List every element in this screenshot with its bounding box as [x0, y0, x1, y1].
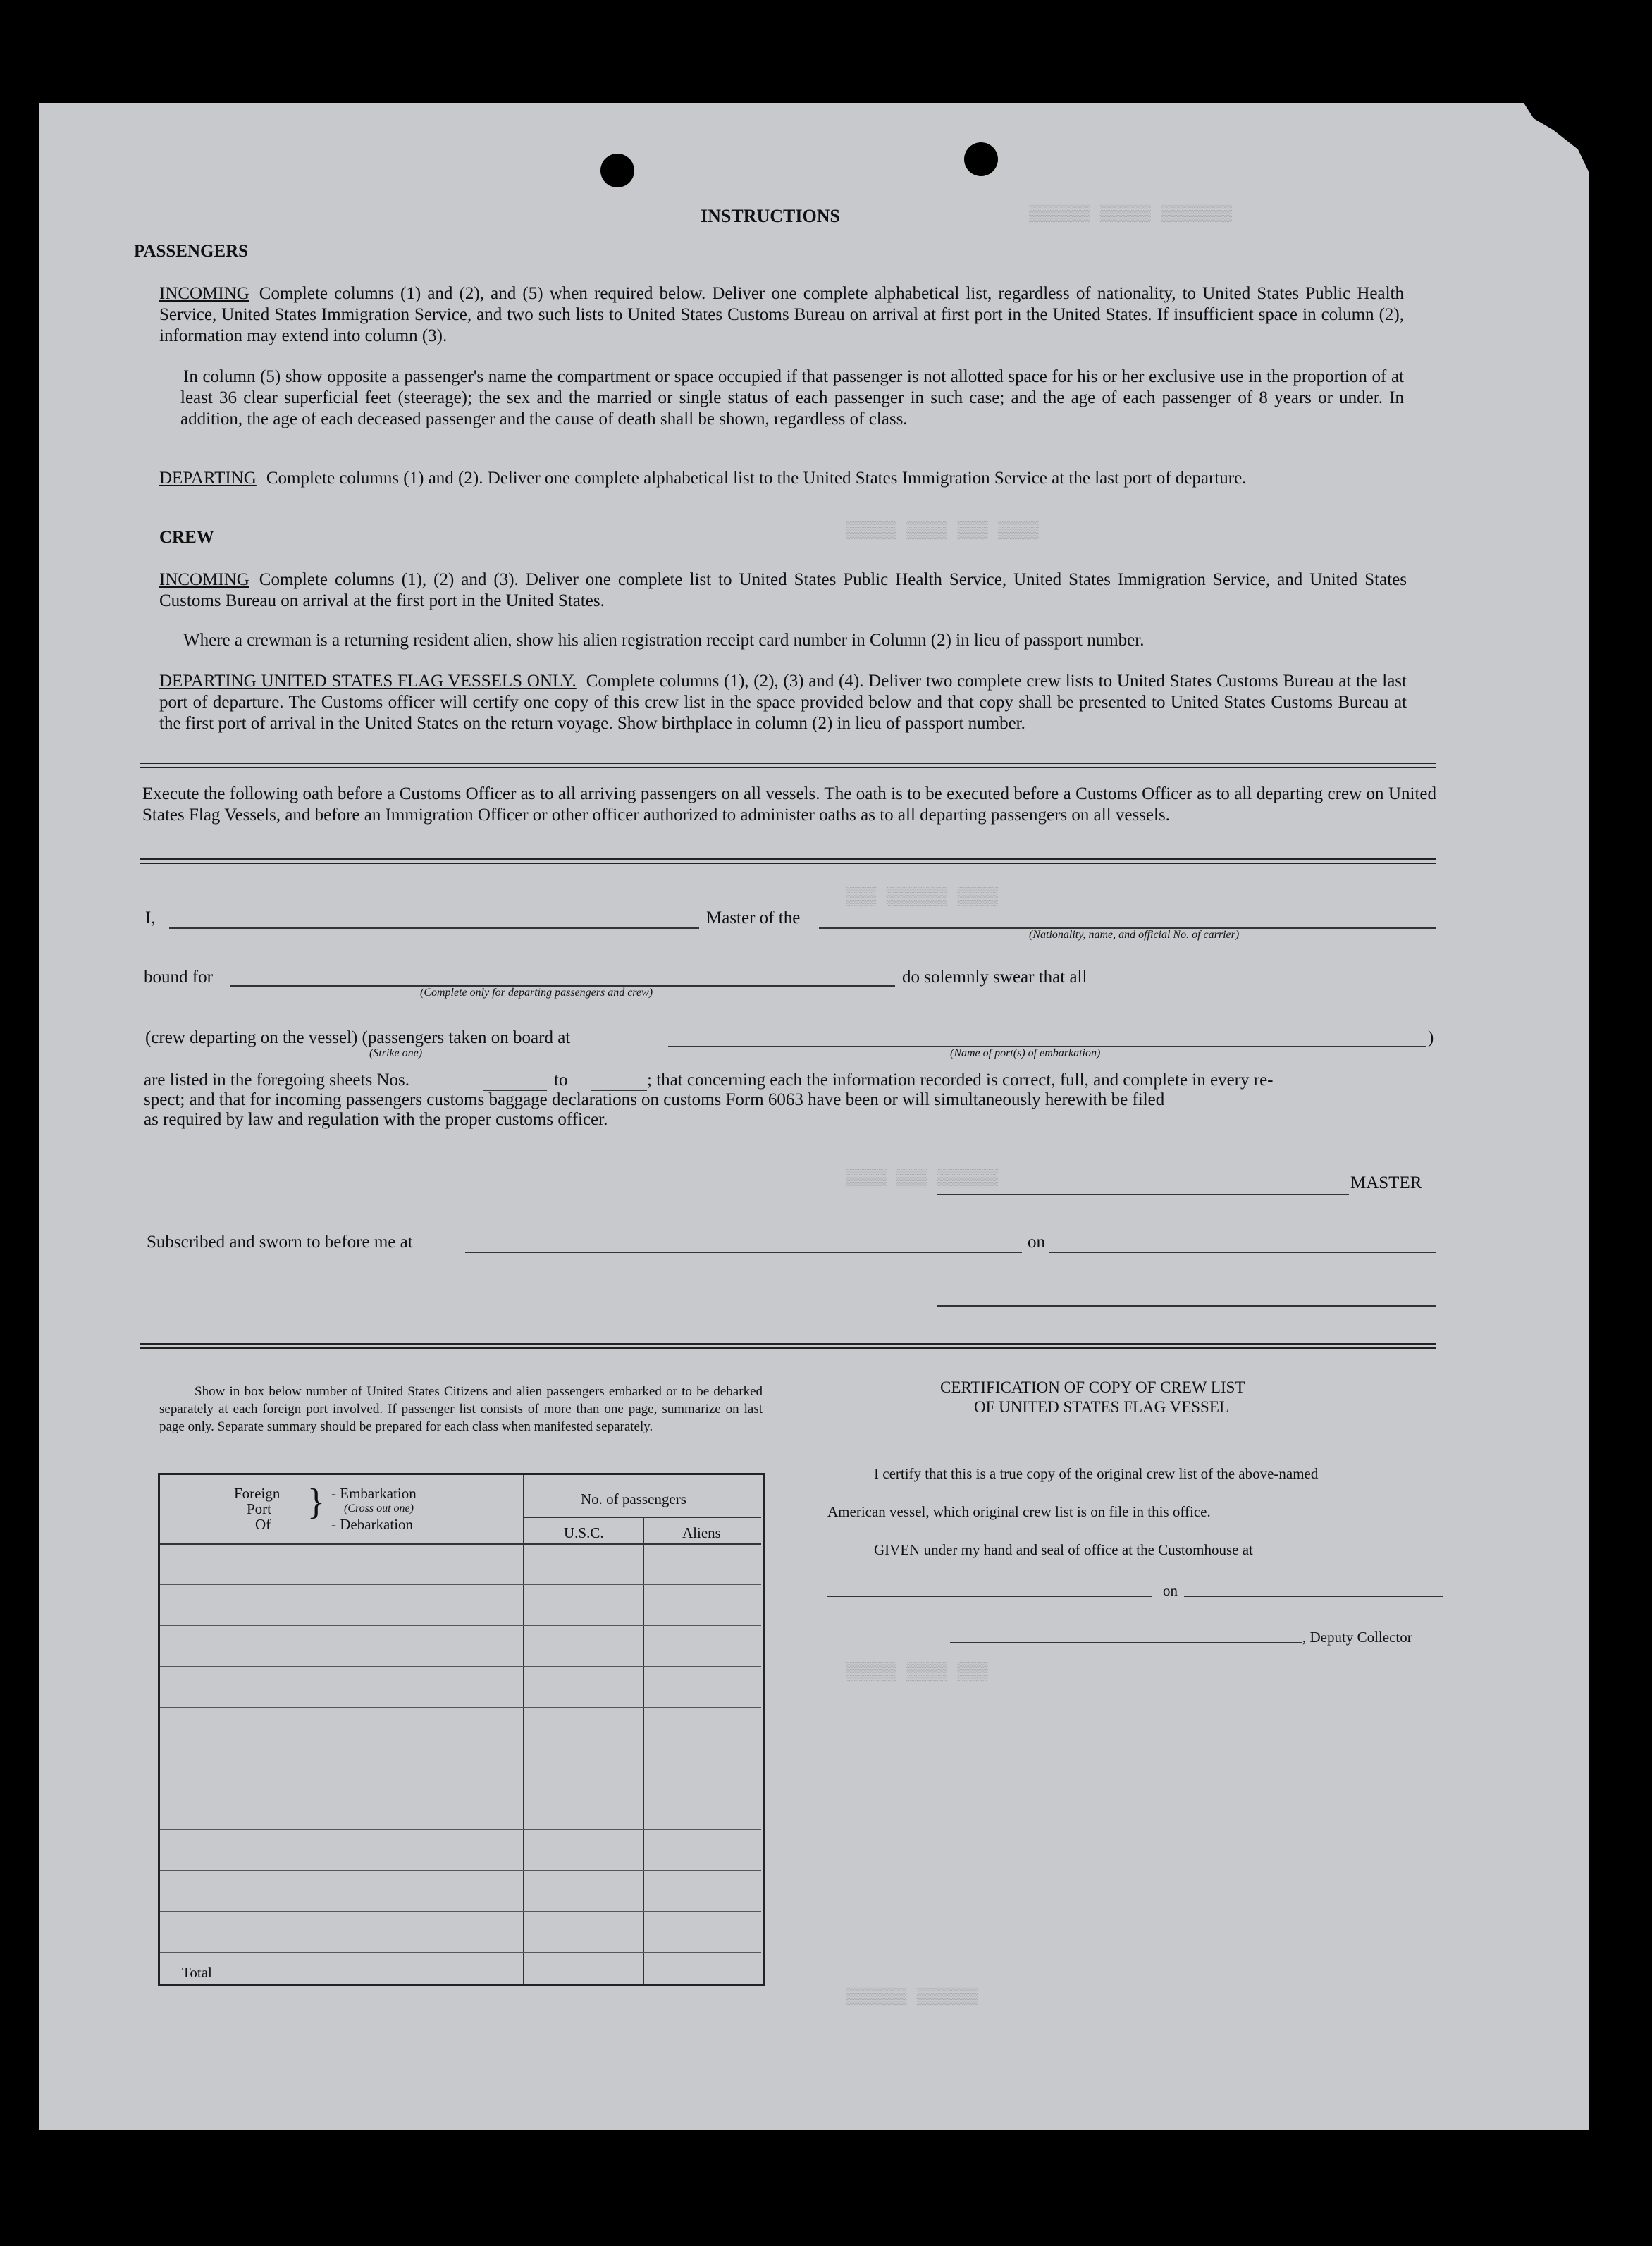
- deputy-collector-label: , Deputy Collector: [1302, 1629, 1412, 1646]
- nationality-note: (Nationality, name, and official No. of carrier): [1029, 929, 1240, 941]
- bleed-through-text: ▒▒▒▒▒▒ ▒▒▒▒▒ ▒▒▒▒▒▒▒: [1029, 204, 1233, 223]
- oath-swear-label: do solemnly swear that all: [902, 968, 1087, 987]
- table-foreign-label: Foreign: [234, 1485, 281, 1502]
- bleed-through-text: ▒▒▒▒▒ ▒▒▒▒ ▒▒▒: [846, 1663, 988, 1682]
- crew-departing-paragraph: [159, 671, 1407, 734]
- table-col-divider: [643, 1517, 644, 1984]
- table-header-divider: [523, 1517, 761, 1518]
- deputy-collector-signature-field[interactable]: [950, 1642, 1302, 1643]
- crew-resident-text: Where a crewman is a returning resident alien, show his alien registration receipt card number in Column (2) in lieu of passport number.: [183, 631, 1145, 650]
- table-header-bottom: [160, 1543, 761, 1545]
- oath-listed-text-b: ; that concerning each the information recorded is correct, full, and complete in every re-: [647, 1070, 1274, 1090]
- table-row[interactable]: [160, 1911, 761, 1912]
- certification-date-field[interactable]: [1184, 1596, 1443, 1597]
- oath-intro-text: Execute the following oath before a Customs Officer as to all arriving passengers on all vessels. The oath is to be executed before a Customs Officer as to all departing crew on United States Flag Vessels, and before an Immigration Officer or other officer authorized to administer oaths as to all departing passengers on all vessels.: [142, 784, 1436, 825]
- oath-close-paren: ): [1428, 1028, 1434, 1047]
- section-divider: [140, 763, 1436, 768]
- sworn-on-label: on: [1028, 1233, 1045, 1252]
- certification-title-line2: OF UNITED STATES FLAG VESSEL: [974, 1398, 1229, 1416]
- crew-incoming-lead: INCOMING: [159, 570, 249, 589]
- oath-divider: [140, 858, 1436, 864]
- passengers-departing-text: Complete columns (1) and (2). Deliver one complete alphabetical list to the United States Immigration Service at the last port of departure.: [266, 469, 1247, 488]
- table-brace: }: [307, 1482, 325, 1522]
- table-usc-header: U.S.C.: [564, 1524, 604, 1541]
- customhouse-field[interactable]: [827, 1596, 1152, 1597]
- certification-on-label: on: [1163, 1582, 1178, 1599]
- table-debarkation-label: - Debarkation: [331, 1516, 414, 1533]
- crew-resident-paragraph: [183, 630, 1407, 651]
- oath-bound-for-label: bound for: [144, 968, 213, 987]
- oath-i-label: I,: [145, 908, 156, 927]
- crew-heading: CREW: [159, 528, 214, 547]
- lower-divider: [140, 1343, 1436, 1349]
- passengers-incoming-lead: INCOMING: [159, 284, 249, 303]
- officer-signature-field[interactable]: [937, 1305, 1436, 1307]
- certification-text-line2: American vessel, which original crew list is on file in this office.: [827, 1503, 1211, 1520]
- passengers-departing-lead: DEPARTING: [159, 469, 257, 488]
- table-row[interactable]: [160, 1625, 761, 1626]
- passengers-departing-paragraph: [159, 468, 1404, 489]
- port-note: (Name of port(s) of embarkation): [950, 1047, 1101, 1059]
- table-of-label: Of: [255, 1516, 271, 1533]
- sworn-date-field[interactable]: [1049, 1252, 1436, 1253]
- certification-text-line1: I certify that this is a true copy of the original crew list of the above-named: [874, 1465, 1319, 1482]
- table-row[interactable]: [160, 1584, 761, 1585]
- oath-listed-text-c: spect; and that for incoming passengers customs baggage declarations on customs Form 6063 have been or will simultaneously herewith be filed: [144, 1090, 1165, 1109]
- table-no-passengers-label: No. of passengers: [581, 1491, 686, 1507]
- table-col-divider: [523, 1475, 524, 1984]
- crew-incoming-paragraph: [159, 569, 1407, 612]
- oath-listed-label: are listed in the foregoing sheets Nos.: [144, 1070, 409, 1090]
- bleed-through-text: ▒▒▒ ▒▒▒▒▒▒ ▒▒▒▒: [846, 888, 999, 907]
- crew-incoming-text: Complete columns (1), (2) and (3). Deliver one complete list to United States Public Health Service, United States Immigration Service, and United States Customs Bureau on arrival at the first port in the United States.: [159, 570, 1407, 610]
- bound-for-note: (Complete only for departing passengers and crew): [420, 987, 653, 999]
- master-signature-field[interactable]: [937, 1194, 1349, 1195]
- table-row[interactable]: [160, 1952, 761, 1953]
- table-total-label: Total: [182, 1964, 212, 1981]
- bleed-through-text: ▒▒▒▒▒▒ ▒▒▒▒▒▒: [846, 1987, 978, 2006]
- table-row[interactable]: [160, 1666, 761, 1667]
- master-signature-label: MASTER: [1350, 1173, 1422, 1192]
- table-row[interactable]: [160, 1707, 761, 1708]
- page-title: INSTRUCTIONS: [701, 206, 840, 226]
- bleed-through-text: ▒▒▒▒ ▒▒▒ ▒▒▒▒▒▒: [846, 1170, 999, 1189]
- oath-listed-to: to: [554, 1070, 568, 1090]
- passengers-column5-paragraph: [180, 366, 1404, 430]
- passengers-heading: PASSENGERS: [134, 242, 249, 261]
- passengers-column5-text: In column (5) show opposite a passenger's name the compartment or space occupied if that passenger is not allotted space for his or her exclusive use in the proportion of at least 36 clear superficial feet (steerage); the sex and the married or single status of each passenger in such case; and the age of each passenger of 8 years or under. In addition, the age of each deceased passenger and the cause of death shall be shown, regardless of class.: [180, 367, 1404, 428]
- oath-crew-departing-label: (crew departing on the vessel) (passengers taken on board at: [145, 1028, 571, 1047]
- passenger-summary-table: [158, 1473, 765, 1986]
- punch-hole-right: [964, 142, 998, 176]
- certification-title-line1: CERTIFICATION OF COPY OF CREW LIST: [940, 1378, 1245, 1396]
- oath-master-of-label: Master of the: [706, 908, 801, 927]
- table-embarkation-label: - Embarkation: [331, 1485, 417, 1502]
- certification-given-label: GIVEN under my hand and seal of office at the Customhouse at: [874, 1541, 1253, 1558]
- table-cross-out-note: (Cross out one): [344, 1503, 414, 1514]
- crew-departing-text: Complete columns (1), (2), (3) and (4). Deliver two complete crew lists to United States Customs Bureau at the last port of departure. The Customs officer will certify one copy of this crew list in the space provided below and that copy shall be presented to United States Customs Bureau at the first port of arrival in the United States on the return voyage. Show birthplace in column (2) in lieu of passport number.: [159, 672, 1407, 733]
- subscribed-label: Subscribed and sworn to before me at: [147, 1233, 413, 1252]
- table-port-label: Port: [247, 1500, 272, 1517]
- punch-hole-left: [600, 154, 634, 187]
- passengers-incoming-text: Complete columns (1) and (2), and (5) when required below. Deliver one complete alphabetical list, regardless of nationality, to United States Public Health Service, United States Immigration Service, and two such lists to United States Customs Bureau on arrival at first port in the United States. If insufficient space in column (2), information may extend into column (3).: [159, 284, 1404, 345]
- table-row[interactable]: [160, 1870, 761, 1871]
- summary-instructions: Show in box below number of United States Citizens and alien passengers embarked or to be debarked separately at each foreign port involved. If passenger list consists of more than one page, summarize on last page only. Separate summary should be prepared for each class when manifested separately.: [159, 1384, 763, 1434]
- master-name-field[interactable]: [169, 927, 699, 929]
- table-row[interactable]: [160, 1829, 761, 1830]
- strike-one-note: (Strike one): [369, 1047, 423, 1059]
- bleed-through-text: ▒▒▒▒▒ ▒▒▒▒ ▒▒▒ ▒▒▒▒: [846, 522, 1039, 541]
- sworn-place-field[interactable]: [465, 1252, 1022, 1253]
- oath-intro: [142, 784, 1436, 826]
- oath-listed-text-d: as required by law and regulation with the proper customs officer.: [144, 1110, 608, 1129]
- table-aliens-header: Aliens: [682, 1524, 721, 1541]
- crew-departing-lead: DEPARTING UNITED STATES FLAG VESSELS ONLY.: [159, 672, 577, 691]
- passengers-incoming-paragraph: [159, 283, 1404, 347]
